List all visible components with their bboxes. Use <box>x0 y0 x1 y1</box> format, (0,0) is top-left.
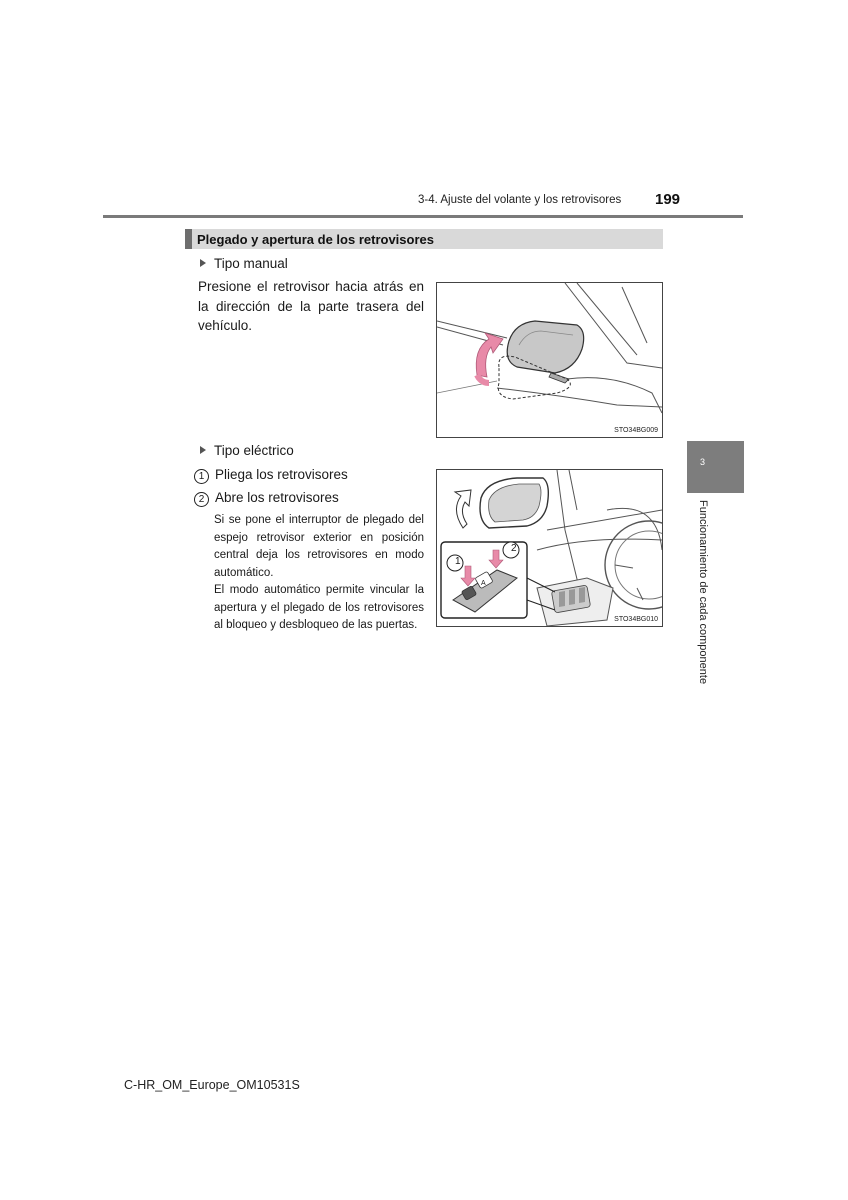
list-item-unfold <box>194 490 339 507</box>
bullet-electric <box>200 443 294 458</box>
list-item-unfold-label: Abre los retrovisores <box>215 490 339 505</box>
bullet-manual-label: Tipo manual <box>214 256 288 271</box>
figure-manual-mirror <box>436 282 663 438</box>
chapter-tab <box>687 441 744 493</box>
bullet-electric-label: Tipo eléctrico <box>214 443 294 458</box>
list-item-fold-label: Pliega los retrovisores <box>215 467 348 482</box>
callout-label-1: 1 <box>455 556 461 567</box>
electric-mirror-illustration <box>437 470 662 626</box>
list-item-fold <box>194 467 348 484</box>
bullet-manual <box>200 256 288 271</box>
switch-position-letter: A <box>481 580 486 587</box>
manual-instructions: Presione el retrovisor hacia atrás en la dirección de la parte trasera del vehículo. <box>198 279 424 333</box>
section-title: Plegado y apertura de los retrovisores <box>197 232 434 247</box>
chapter-tab-number: 3 <box>700 457 706 467</box>
header-rule <box>103 215 743 218</box>
figure-electric-mirror <box>436 469 663 627</box>
manual-mirror-illustration <box>437 283 662 437</box>
figure-code-2: STO34BG010 <box>614 616 658 623</box>
number-circle-2: 2 <box>194 492 209 507</box>
electric-note-auto-mode: Si se pone el interruptor de plegado del espejo retrovisor exterior en posición central deja los retrovisores en modo automático. <box>214 514 424 579</box>
electric-note-link-locks: El modo automático permite vincular la apertura y el plegado de los retrovisores al bloqueo y desbloqueo de las puertas. <box>214 584 424 631</box>
document-code: C-HR_OM_Europe_OM10531S <box>124 1078 300 1092</box>
electric-note <box>214 512 424 635</box>
bullet-triangle-icon <box>200 259 206 267</box>
number-circle-1: 1 <box>194 469 209 484</box>
bullet-triangle-icon <box>200 446 206 454</box>
page-number: 199 <box>655 191 681 208</box>
callout-label-2: 2 <box>511 543 517 554</box>
running-header: 3-4. Ajuste del volante y los retrovisores <box>418 194 622 206</box>
chapter-side-label: Funcionamiento de cada componente <box>697 500 709 685</box>
figure-code-1: STO34BG009 <box>614 427 658 434</box>
